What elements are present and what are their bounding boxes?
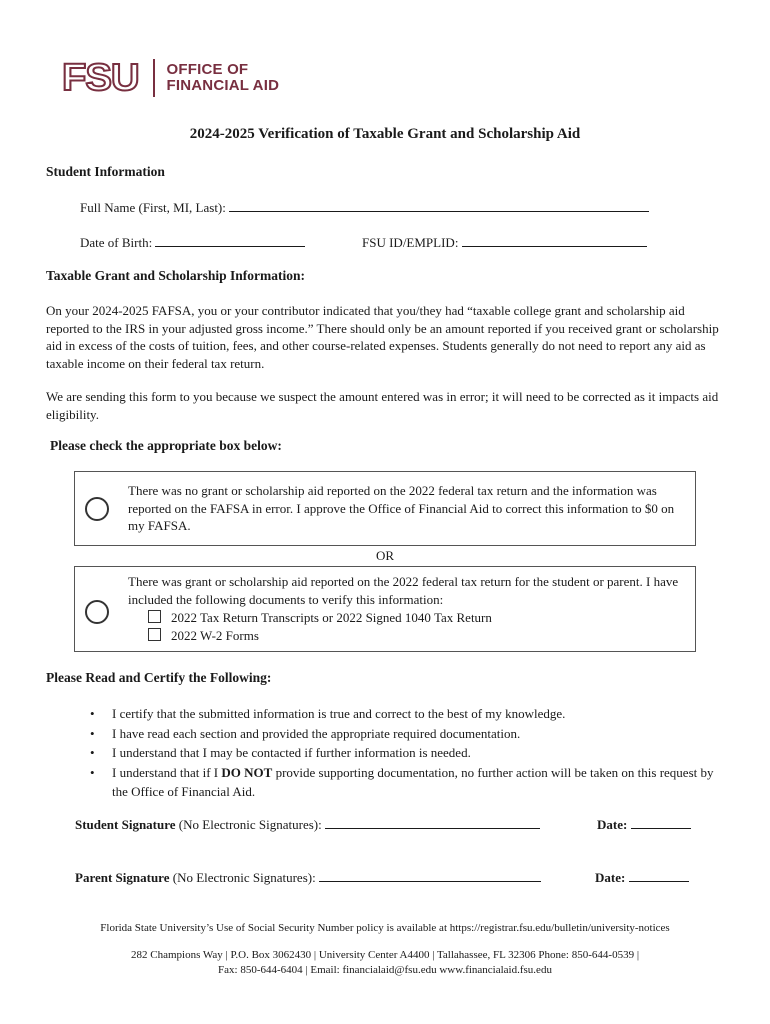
taxable-heading: Taxable Grant and Scholarship Information: [46, 268, 306, 283]
full-name-row [80, 199, 649, 217]
student-signature-row [75, 816, 540, 834]
parent-signature-row [75, 869, 541, 887]
doc-2-row [148, 627, 259, 645]
form-title: 2024-2025 Verification of Taxable Grant and Scholarship Aid [189, 126, 581, 142]
student-info-heading: Student Information [46, 164, 165, 179]
taxable-paragraph-1: On your 2024-2025 FAFSA, you or your contributor indicated that you/they had “taxable college grant and scholarship aid reported to the IRS in your adjusted gross income.” There should only be an amount reported if you received grant or scholarship aid in excess of the costs of tuition, fees, and other course-related expenses. Students generally do not need to report any aid as taxable income on their federal tax return. [46, 303, 719, 371]
certify-item-4-post: provide supporting documentation, no further action will be taken on this request by the Office of Financial Aid. [112, 764, 714, 799]
certify-item-1: • I certify that the submitted information is true and correct to the best of my knowledge. [90, 704, 722, 724]
parent-date-field[interactable] [629, 869, 689, 882]
fsuid-row [362, 234, 647, 252]
doc-1-checkbox[interactable] [148, 610, 161, 623]
parent-signature-label: Parent Signature [75, 870, 170, 885]
footer-address-line-1: 282 Champions Way | P.O. Box 3062430 | University Center A4400 | Tallahassee, FL 32306 Phone: 850-644-0539 | [130, 949, 640, 961]
certify-item-4-pre: I understand that if I [112, 764, 222, 780]
doc-2-checkbox[interactable] [148, 628, 161, 641]
taxable-paragraph-2: We are sending this form to you because we suspect the amount entered was in error; it will need to be corrected as it impacts aid eligibility. [46, 389, 719, 422]
dob-row [80, 234, 305, 252]
parent-date-label: Date: [595, 870, 626, 885]
or-separator: OR [375, 548, 395, 563]
dob-field[interactable] [155, 234, 305, 247]
certify-item-2: • I have read each section and provided the appropriate required documentation. [90, 724, 722, 744]
option-2-radio[interactable] [85, 600, 109, 624]
student-date-label: Date: [597, 817, 628, 832]
logo-divider [153, 59, 155, 97]
dob-label: Date of Birth: [80, 235, 153, 250]
logo-line-1: OFFICE OF [166, 61, 249, 78]
parent-signature-note: (No Electronic Signatures): [169, 870, 316, 885]
doc-2-label: 2022 W-2 Forms [171, 628, 259, 643]
certify-item-4-bold: DO NOT [221, 764, 273, 780]
option-1-radio[interactable] [85, 497, 109, 521]
option-1-text: There was no grant or scholarship aid reported on the 2022 federal tax return and the information was reported on the FAFSA in error. I approve the Office of Financial Aid to correct this information to $0 on my FAFSA. [128, 483, 675, 533]
doc-1-row [148, 609, 492, 627]
student-date-field[interactable] [631, 816, 691, 829]
student-signature-label: Student Signature [75, 817, 176, 832]
logo-mark: FSU [62, 57, 139, 99]
full-name-field[interactable] [229, 199, 649, 212]
ssn-policy-note: Florida State University’s Use of Social Security Number policy is available at https://registrar.fsu.edu/bulletin/university-notices [100, 922, 670, 934]
student-signature-field[interactable] [325, 816, 540, 829]
option-2-text: There was grant or scholarship aid reported on the 2022 federal tax return for the student or parent. I have included the following documents to verify this information: [128, 574, 679, 607]
fsu-logo [62, 58, 279, 98]
full-name-label: Full Name (First, MI, Last): [80, 200, 226, 215]
student-signature-note: (No Electronic Signatures): [175, 817, 322, 832]
certify-item-4 [90, 763, 722, 802]
certify-list [90, 704, 722, 802]
fsuid-field[interactable] [462, 234, 647, 247]
certify-item-3: • I understand that I may be contacted if further information is needed. [90, 743, 722, 763]
parent-signature-field[interactable] [319, 869, 541, 882]
options-heading: Please check the appropriate box below: [50, 438, 282, 453]
logo-text [167, 62, 280, 94]
parent-date-row [595, 869, 689, 887]
footer-address-line-2: Fax: 850-644-6404 | Email: financialaid@fsu.edu www.financialaid.fsu.edu [218, 964, 552, 976]
certify-heading: Please Read and Certify the Following: [46, 670, 272, 685]
logo-line-2: FINANCIAL AID [166, 77, 280, 94]
fsuid-label: FSU ID/EMPLID: [362, 235, 459, 250]
student-date-row [597, 816, 691, 834]
doc-1-label: 2022 Tax Return Transcripts or 2022 Signed 1040 Tax Return [171, 610, 492, 625]
